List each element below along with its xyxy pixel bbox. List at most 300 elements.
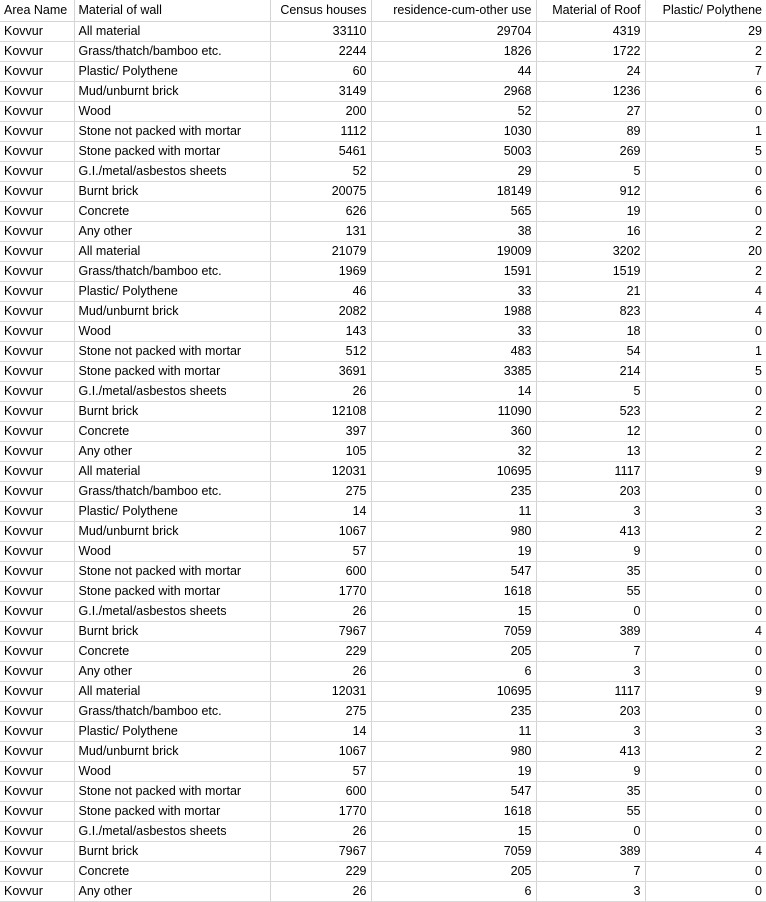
cell-residence-cum-other-use[interactable]: 360 [371, 421, 536, 441]
cell-plastic-polythene[interactable]: 6 [645, 81, 766, 101]
cell-material-of-roof[interactable]: 1117 [536, 681, 645, 701]
cell-material-of-wall[interactable]: All material [74, 241, 270, 261]
cell-area-name[interactable]: Kovvur [0, 121, 74, 141]
cell-census-houses[interactable]: 600 [270, 561, 371, 581]
table-row[interactable] [0, 461, 766, 481]
cell-material-of-wall[interactable]: All material [74, 461, 270, 481]
cell-material-of-wall[interactable]: Concrete [74, 641, 270, 661]
cell-material-of-roof[interactable]: 55 [536, 801, 645, 821]
cell-material-of-wall[interactable]: Concrete [74, 201, 270, 221]
cell-census-houses[interactable]: 5461 [270, 141, 371, 161]
cell-plastic-polythene[interactable]: 0 [645, 101, 766, 121]
cell-residence-cum-other-use[interactable]: 6 [371, 661, 536, 681]
cell-residence-cum-other-use[interactable]: 29704 [371, 21, 536, 41]
table-row[interactable] [0, 701, 766, 721]
cell-area-name[interactable]: Kovvur [0, 401, 74, 421]
cell-plastic-polythene[interactable]: 0 [645, 581, 766, 601]
cell-residence-cum-other-use[interactable]: 547 [371, 781, 536, 801]
cell-area-name[interactable]: Kovvur [0, 621, 74, 641]
cell-census-houses[interactable]: 200 [270, 101, 371, 121]
cell-census-houses[interactable]: 7967 [270, 621, 371, 641]
cell-plastic-polythene[interactable]: 29 [645, 21, 766, 41]
column-header-area-name[interactable]: Area Name [0, 0, 74, 21]
cell-residence-cum-other-use[interactable]: 19009 [371, 241, 536, 261]
cell-area-name[interactable]: Kovvur [0, 861, 74, 881]
cell-area-name[interactable]: Kovvur [0, 161, 74, 181]
cell-plastic-polythene[interactable]: 2 [645, 441, 766, 461]
cell-material-of-roof[interactable]: 214 [536, 361, 645, 381]
cell-material-of-roof[interactable]: 3 [536, 721, 645, 741]
cell-plastic-polythene[interactable]: 20 [645, 241, 766, 261]
cell-census-houses[interactable]: 12108 [270, 401, 371, 421]
cell-material-of-roof[interactable]: 4319 [536, 21, 645, 41]
cell-residence-cum-other-use[interactable]: 205 [371, 861, 536, 881]
cell-census-houses[interactable]: 14 [270, 721, 371, 741]
cell-plastic-polythene[interactable]: 1 [645, 121, 766, 141]
table-row[interactable] [0, 441, 766, 461]
cell-residence-cum-other-use[interactable]: 11 [371, 501, 536, 521]
cell-material-of-roof[interactable]: 27 [536, 101, 645, 121]
table-row[interactable] [0, 481, 766, 501]
table-row[interactable] [0, 741, 766, 761]
cell-census-houses[interactable]: 26 [270, 381, 371, 401]
cell-material-of-wall[interactable]: Stone packed with mortar [74, 801, 270, 821]
cell-material-of-wall[interactable]: Wood [74, 321, 270, 341]
cell-plastic-polythene[interactable]: 0 [645, 881, 766, 901]
cell-plastic-polythene[interactable]: 0 [645, 861, 766, 881]
cell-material-of-wall[interactable]: Plastic/ Polythene [74, 61, 270, 81]
cell-residence-cum-other-use[interactable]: 44 [371, 61, 536, 81]
cell-census-houses[interactable]: 26 [270, 881, 371, 901]
table-row[interactable] [0, 381, 766, 401]
cell-material-of-wall[interactable]: Plastic/ Polythene [74, 501, 270, 521]
cell-material-of-wall[interactable]: Burnt brick [74, 621, 270, 641]
cell-census-houses[interactable]: 229 [270, 861, 371, 881]
cell-residence-cum-other-use[interactable]: 1826 [371, 41, 536, 61]
cell-plastic-polythene[interactable]: 4 [645, 621, 766, 641]
cell-plastic-polythene[interactable]: 2 [645, 41, 766, 61]
cell-area-name[interactable]: Kovvur [0, 641, 74, 661]
cell-residence-cum-other-use[interactable]: 980 [371, 741, 536, 761]
cell-census-houses[interactable]: 229 [270, 641, 371, 661]
table-row[interactable] [0, 321, 766, 341]
cell-material-of-roof[interactable]: 1117 [536, 461, 645, 481]
cell-material-of-wall[interactable]: Burnt brick [74, 181, 270, 201]
cell-census-houses[interactable]: 131 [270, 221, 371, 241]
cell-area-name[interactable]: Kovvur [0, 301, 74, 321]
table-row[interactable] [0, 721, 766, 741]
cell-area-name[interactable]: Kovvur [0, 541, 74, 561]
cell-material-of-wall[interactable]: Plastic/ Polythene [74, 721, 270, 741]
cell-plastic-polythene[interactable]: 4 [645, 281, 766, 301]
cell-material-of-wall[interactable]: Mud/unburnt brick [74, 81, 270, 101]
cell-census-houses[interactable]: 275 [270, 481, 371, 501]
cell-area-name[interactable]: Kovvur [0, 821, 74, 841]
cell-material-of-wall[interactable]: Stone packed with mortar [74, 141, 270, 161]
cell-material-of-roof[interactable]: 203 [536, 481, 645, 501]
cell-plastic-polythene[interactable]: 9 [645, 681, 766, 701]
cell-census-houses[interactable]: 1067 [270, 521, 371, 541]
cell-material-of-wall[interactable]: Wood [74, 101, 270, 121]
cell-area-name[interactable]: Kovvur [0, 241, 74, 261]
table-row[interactable] [0, 561, 766, 581]
cell-residence-cum-other-use[interactable]: 6 [371, 881, 536, 901]
cell-area-name[interactable]: Kovvur [0, 281, 74, 301]
cell-residence-cum-other-use[interactable]: 29 [371, 161, 536, 181]
table-row[interactable] [0, 541, 766, 561]
table-row[interactable] [0, 261, 766, 281]
cell-material-of-wall[interactable]: Wood [74, 761, 270, 781]
cell-area-name[interactable]: Kovvur [0, 221, 74, 241]
cell-material-of-roof[interactable]: 912 [536, 181, 645, 201]
cell-material-of-roof[interactable]: 7 [536, 641, 645, 661]
cell-material-of-roof[interactable]: 89 [536, 121, 645, 141]
cell-census-houses[interactable]: 2082 [270, 301, 371, 321]
cell-material-of-wall[interactable]: Mud/unburnt brick [74, 741, 270, 761]
cell-material-of-wall[interactable]: Mud/unburnt brick [74, 301, 270, 321]
cell-area-name[interactable]: Kovvur [0, 781, 74, 801]
table-row[interactable] [0, 601, 766, 621]
cell-census-houses[interactable]: 46 [270, 281, 371, 301]
table-row[interactable] [0, 101, 766, 121]
cell-material-of-roof[interactable]: 5 [536, 161, 645, 181]
cell-residence-cum-other-use[interactable]: 235 [371, 481, 536, 501]
table-row[interactable] [0, 21, 766, 41]
cell-material-of-roof[interactable]: 13 [536, 441, 645, 461]
cell-residence-cum-other-use[interactable]: 547 [371, 561, 536, 581]
cell-residence-cum-other-use[interactable]: 483 [371, 341, 536, 361]
cell-material-of-roof[interactable]: 3 [536, 881, 645, 901]
cell-plastic-polythene[interactable]: 0 [645, 641, 766, 661]
cell-area-name[interactable]: Kovvur [0, 261, 74, 281]
table-row[interactable] [0, 581, 766, 601]
cell-material-of-roof[interactable]: 55 [536, 581, 645, 601]
cell-material-of-roof[interactable]: 24 [536, 61, 645, 81]
cell-plastic-polythene[interactable]: 3 [645, 501, 766, 521]
column-header-material-of-roof[interactable]: Material of Roof [536, 0, 645, 21]
cell-plastic-polythene[interactable]: 7 [645, 61, 766, 81]
cell-plastic-polythene[interactable]: 0 [645, 561, 766, 581]
cell-area-name[interactable]: Kovvur [0, 441, 74, 461]
cell-census-houses[interactable]: 12031 [270, 461, 371, 481]
cell-plastic-polythene[interactable]: 0 [645, 601, 766, 621]
cell-area-name[interactable]: Kovvur [0, 341, 74, 361]
cell-material-of-roof[interactable]: 823 [536, 301, 645, 321]
cell-census-houses[interactable]: 26 [270, 821, 371, 841]
table-row[interactable] [0, 121, 766, 141]
cell-residence-cum-other-use[interactable]: 38 [371, 221, 536, 241]
cell-area-name[interactable]: Kovvur [0, 461, 74, 481]
column-header-plastic-polythene[interactable]: Plastic/ Polythene [645, 0, 766, 21]
cell-plastic-polythene[interactable]: 5 [645, 141, 766, 161]
cell-area-name[interactable]: Kovvur [0, 481, 74, 501]
cell-material-of-roof[interactable]: 7 [536, 861, 645, 881]
cell-material-of-roof[interactable]: 1722 [536, 41, 645, 61]
table-row[interactable] [0, 81, 766, 101]
cell-plastic-polythene[interactable]: 2 [645, 521, 766, 541]
cell-material-of-roof[interactable]: 21 [536, 281, 645, 301]
cell-residence-cum-other-use[interactable]: 7059 [371, 621, 536, 641]
table-row[interactable] [0, 641, 766, 661]
cell-material-of-wall[interactable]: Concrete [74, 421, 270, 441]
cell-census-houses[interactable]: 3149 [270, 81, 371, 101]
table-row[interactable] [0, 521, 766, 541]
cell-material-of-wall[interactable]: Stone not packed with mortar [74, 121, 270, 141]
cell-residence-cum-other-use[interactable]: 1618 [371, 581, 536, 601]
cell-material-of-wall[interactable]: G.I./metal/asbestos sheets [74, 601, 270, 621]
cell-area-name[interactable]: Kovvur [0, 841, 74, 861]
cell-area-name[interactable]: Kovvur [0, 21, 74, 41]
cell-census-houses[interactable]: 57 [270, 761, 371, 781]
cell-residence-cum-other-use[interactable]: 565 [371, 201, 536, 221]
cell-census-houses[interactable]: 14 [270, 501, 371, 521]
cell-residence-cum-other-use[interactable]: 980 [371, 521, 536, 541]
cell-material-of-roof[interactable]: 19 [536, 201, 645, 221]
cell-material-of-wall[interactable]: Any other [74, 881, 270, 901]
cell-material-of-wall[interactable]: All material [74, 681, 270, 701]
cell-area-name[interactable]: Kovvur [0, 421, 74, 441]
cell-material-of-roof[interactable]: 0 [536, 821, 645, 841]
table-row[interactable] [0, 161, 766, 181]
table-row[interactable] [0, 201, 766, 221]
cell-material-of-roof[interactable]: 413 [536, 521, 645, 541]
table-row[interactable] [0, 861, 766, 881]
cell-residence-cum-other-use[interactable]: 33 [371, 321, 536, 341]
cell-area-name[interactable]: Kovvur [0, 701, 74, 721]
cell-plastic-polythene[interactable]: 0 [645, 701, 766, 721]
cell-census-houses[interactable]: 60 [270, 61, 371, 81]
cell-census-houses[interactable]: 1067 [270, 741, 371, 761]
cell-material-of-roof[interactable]: 413 [536, 741, 645, 761]
cell-material-of-wall[interactable]: G.I./metal/asbestos sheets [74, 821, 270, 841]
cell-plastic-polythene[interactable]: 9 [645, 461, 766, 481]
cell-census-houses[interactable]: 397 [270, 421, 371, 441]
table-row[interactable] [0, 241, 766, 261]
table-row[interactable] [0, 281, 766, 301]
column-header-residence-cum-other-use[interactable]: residence-cum-other use [371, 0, 536, 21]
cell-area-name[interactable]: Kovvur [0, 601, 74, 621]
cell-census-houses[interactable]: 52 [270, 161, 371, 181]
cell-census-houses[interactable]: 600 [270, 781, 371, 801]
table-row[interactable] [0, 881, 766, 901]
cell-residence-cum-other-use[interactable]: 2968 [371, 81, 536, 101]
column-header-census-houses[interactable]: Census houses [270, 0, 371, 21]
table-row[interactable] [0, 401, 766, 421]
cell-residence-cum-other-use[interactable]: 1618 [371, 801, 536, 821]
cell-residence-cum-other-use[interactable]: 15 [371, 601, 536, 621]
cell-area-name[interactable]: Kovvur [0, 561, 74, 581]
cell-material-of-wall[interactable]: Wood [74, 541, 270, 561]
cell-material-of-wall[interactable]: Stone not packed with mortar [74, 341, 270, 361]
cell-plastic-polythene[interactable]: 5 [645, 361, 766, 381]
cell-area-name[interactable]: Kovvur [0, 521, 74, 541]
cell-census-houses[interactable]: 1770 [270, 801, 371, 821]
cell-residence-cum-other-use[interactable]: 1030 [371, 121, 536, 141]
cell-residence-cum-other-use[interactable]: 19 [371, 541, 536, 561]
table-row[interactable] [0, 61, 766, 81]
cell-plastic-polythene[interactable]: 0 [645, 541, 766, 561]
table-row[interactable] [0, 821, 766, 841]
cell-material-of-roof[interactable]: 389 [536, 621, 645, 641]
cell-census-houses[interactable]: 12031 [270, 681, 371, 701]
cell-material-of-roof[interactable]: 523 [536, 401, 645, 421]
cell-census-houses[interactable]: 143 [270, 321, 371, 341]
cell-plastic-polythene[interactable]: 0 [645, 481, 766, 501]
cell-plastic-polythene[interactable]: 2 [645, 741, 766, 761]
cell-area-name[interactable]: Kovvur [0, 141, 74, 161]
cell-census-houses[interactable]: 7967 [270, 841, 371, 861]
cell-census-houses[interactable]: 20075 [270, 181, 371, 201]
cell-residence-cum-other-use[interactable]: 10695 [371, 461, 536, 481]
cell-residence-cum-other-use[interactable]: 15 [371, 821, 536, 841]
cell-material-of-wall[interactable]: Any other [74, 441, 270, 461]
cell-material-of-roof[interactable]: 35 [536, 561, 645, 581]
cell-plastic-polythene[interactable]: 2 [645, 401, 766, 421]
cell-residence-cum-other-use[interactable]: 14 [371, 381, 536, 401]
cell-area-name[interactable]: Kovvur [0, 501, 74, 521]
cell-material-of-roof[interactable]: 16 [536, 221, 645, 241]
cell-material-of-wall[interactable]: Stone packed with mortar [74, 581, 270, 601]
cell-census-houses[interactable]: 105 [270, 441, 371, 461]
cell-residence-cum-other-use[interactable]: 33 [371, 281, 536, 301]
table-row[interactable] [0, 681, 766, 701]
cell-plastic-polythene[interactable]: 0 [645, 661, 766, 681]
cell-plastic-polythene[interactable]: 0 [645, 421, 766, 441]
table-row[interactable] [0, 841, 766, 861]
cell-plastic-polythene[interactable]: 1 [645, 341, 766, 361]
cell-plastic-polythene[interactable]: 2 [645, 221, 766, 241]
cell-plastic-polythene[interactable]: 0 [645, 761, 766, 781]
cell-plastic-polythene[interactable]: 4 [645, 301, 766, 321]
table-row[interactable] [0, 341, 766, 361]
cell-area-name[interactable]: Kovvur [0, 741, 74, 761]
cell-census-houses[interactable]: 21079 [270, 241, 371, 261]
cell-area-name[interactable]: Kovvur [0, 361, 74, 381]
cell-material-of-roof[interactable]: 1236 [536, 81, 645, 101]
cell-area-name[interactable]: Kovvur [0, 321, 74, 341]
table-row[interactable] [0, 41, 766, 61]
cell-material-of-wall[interactable]: G.I./metal/asbestos sheets [74, 381, 270, 401]
cell-material-of-wall[interactable]: Burnt brick [74, 841, 270, 861]
cell-plastic-polythene[interactable]: 6 [645, 181, 766, 201]
cell-material-of-roof[interactable]: 54 [536, 341, 645, 361]
cell-material-of-wall[interactable]: Grass/thatch/bamboo etc. [74, 481, 270, 501]
cell-area-name[interactable]: Kovvur [0, 101, 74, 121]
cell-residence-cum-other-use[interactable]: 205 [371, 641, 536, 661]
cell-residence-cum-other-use[interactable]: 19 [371, 761, 536, 781]
cell-material-of-roof[interactable]: 203 [536, 701, 645, 721]
cell-material-of-roof[interactable]: 269 [536, 141, 645, 161]
cell-material-of-wall[interactable]: Stone not packed with mortar [74, 561, 270, 581]
cell-plastic-polythene[interactable]: 0 [645, 321, 766, 341]
cell-material-of-roof[interactable]: 18 [536, 321, 645, 341]
cell-residence-cum-other-use[interactable]: 1591 [371, 261, 536, 281]
cell-plastic-polythene[interactable]: 0 [645, 781, 766, 801]
cell-material-of-roof[interactable]: 0 [536, 601, 645, 621]
cell-material-of-wall[interactable]: Mud/unburnt brick [74, 521, 270, 541]
cell-area-name[interactable]: Kovvur [0, 581, 74, 601]
cell-area-name[interactable]: Kovvur [0, 801, 74, 821]
cell-area-name[interactable]: Kovvur [0, 721, 74, 741]
table-row[interactable] [0, 221, 766, 241]
cell-plastic-polythene[interactable]: 0 [645, 821, 766, 841]
cell-area-name[interactable]: Kovvur [0, 761, 74, 781]
cell-residence-cum-other-use[interactable]: 32 [371, 441, 536, 461]
cell-residence-cum-other-use[interactable]: 11090 [371, 401, 536, 421]
cell-area-name[interactable]: Kovvur [0, 181, 74, 201]
table-row[interactable] [0, 801, 766, 821]
cell-material-of-wall[interactable]: Any other [74, 221, 270, 241]
cell-plastic-polythene[interactable]: 0 [645, 801, 766, 821]
cell-material-of-roof[interactable]: 35 [536, 781, 645, 801]
cell-material-of-roof[interactable]: 3202 [536, 241, 645, 261]
table-row[interactable] [0, 781, 766, 801]
cell-material-of-wall[interactable]: Grass/thatch/bamboo etc. [74, 701, 270, 721]
table-row[interactable] [0, 661, 766, 681]
cell-material-of-wall[interactable]: Concrete [74, 861, 270, 881]
cell-census-houses[interactable]: 275 [270, 701, 371, 721]
table-row[interactable] [0, 621, 766, 641]
cell-plastic-polythene[interactable]: 0 [645, 161, 766, 181]
cell-census-houses[interactable]: 1969 [270, 261, 371, 281]
column-header-material-of-wall[interactable]: Material of wall [74, 0, 270, 21]
cell-material-of-roof[interactable]: 3 [536, 661, 645, 681]
cell-material-of-wall[interactable]: Stone not packed with mortar [74, 781, 270, 801]
cell-census-houses[interactable]: 2244 [270, 41, 371, 61]
cell-material-of-roof[interactable]: 389 [536, 841, 645, 861]
cell-area-name[interactable]: Kovvur [0, 41, 74, 61]
cell-census-houses[interactable]: 1112 [270, 121, 371, 141]
cell-census-houses[interactable]: 512 [270, 341, 371, 361]
cell-area-name[interactable]: Kovvur [0, 681, 74, 701]
cell-residence-cum-other-use[interactable]: 5003 [371, 141, 536, 161]
cell-material-of-wall[interactable]: All material [74, 21, 270, 41]
cell-census-houses[interactable]: 1770 [270, 581, 371, 601]
cell-residence-cum-other-use[interactable]: 235 [371, 701, 536, 721]
cell-material-of-roof[interactable]: 3 [536, 501, 645, 521]
table-row[interactable] [0, 421, 766, 441]
table-row[interactable] [0, 181, 766, 201]
cell-plastic-polythene[interactable]: 2 [645, 261, 766, 281]
cell-residence-cum-other-use[interactable]: 11 [371, 721, 536, 741]
cell-plastic-polythene[interactable]: 3 [645, 721, 766, 741]
cell-material-of-wall[interactable]: Grass/thatch/bamboo etc. [74, 261, 270, 281]
cell-census-houses[interactable]: 626 [270, 201, 371, 221]
cell-plastic-polythene[interactable]: 4 [645, 841, 766, 861]
cell-census-houses[interactable]: 26 [270, 601, 371, 621]
cell-area-name[interactable]: Kovvur [0, 381, 74, 401]
cell-plastic-polythene[interactable]: 0 [645, 381, 766, 401]
cell-material-of-roof[interactable]: 9 [536, 541, 645, 561]
cell-area-name[interactable]: Kovvur [0, 81, 74, 101]
cell-material-of-wall[interactable]: Grass/thatch/bamboo etc. [74, 41, 270, 61]
cell-residence-cum-other-use[interactable]: 1988 [371, 301, 536, 321]
cell-residence-cum-other-use[interactable]: 52 [371, 101, 536, 121]
cell-material-of-wall[interactable]: Stone packed with mortar [74, 361, 270, 381]
cell-census-houses[interactable]: 33110 [270, 21, 371, 41]
cell-residence-cum-other-use[interactable]: 18149 [371, 181, 536, 201]
cell-material-of-wall[interactable]: Burnt brick [74, 401, 270, 421]
cell-material-of-roof[interactable]: 5 [536, 381, 645, 401]
cell-residence-cum-other-use[interactable]: 10695 [371, 681, 536, 701]
cell-material-of-roof[interactable]: 9 [536, 761, 645, 781]
cell-residence-cum-other-use[interactable]: 7059 [371, 841, 536, 861]
cell-area-name[interactable]: Kovvur [0, 201, 74, 221]
cell-area-name[interactable]: Kovvur [0, 61, 74, 81]
table-row[interactable] [0, 501, 766, 521]
table-row[interactable] [0, 761, 766, 781]
cell-material-of-roof[interactable]: 12 [536, 421, 645, 441]
